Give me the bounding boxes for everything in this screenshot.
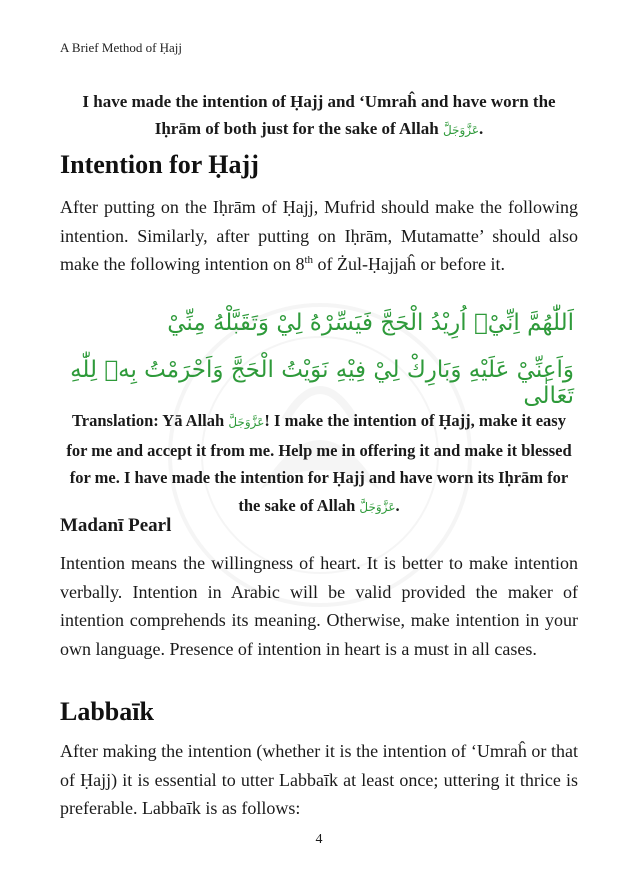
intention-statement — [60, 88, 578, 144]
translation-start: Translation: Yā Allah — [72, 411, 225, 430]
running-header: A Brief Method of Ḥajj — [60, 40, 183, 55]
heading-intention-for-hajj: Intention for Ḥajj — [60, 150, 259, 179]
arabic-dua-line-1: اَللّٰهُمَّ اِنِّيْۤ اُرِيْدُ الْحَجَّ فَيَسِّرْهُ لِيْ وَتَقَبَّلْهُ مِنِّيْ — [167, 310, 574, 336]
paragraph-labbaik: After making the intention (whether it is the intention of ‘Umraĥ or that of Ḥajj) it is essential to utter Labbaīk at least once; uttering it thrice is preferable. Labbaīk is as follows: — [60, 741, 578, 818]
honorific-arabic-2: عَزَّوَجَلَّ — [228, 415, 265, 429]
paragraph-text-start: After putting on the Iḥrām of Ḥajj, Mufrid should make the following intention. Similarly, after putting on Iḥrām, Mutamatte’ should also make the following intention on 8 — [60, 197, 578, 274]
ordinal-suffix: th — [304, 254, 314, 266]
intention-text: I have made the intention of Ḥajj and ‘Umraĥ and have worn the Iḥrām of both just for the sake of Allah — [82, 92, 556, 138]
heading-labbaik: Labbaīk — [60, 697, 154, 726]
paragraph-text-end: of Żul-Ḥajjaĥ or before it. — [313, 254, 505, 274]
intention-end: . — [479, 119, 484, 138]
arabic-dua-line-2: وَاَعِنِّيْ عَلَيْهِ وَبَارِكْ لِيْ فِيْهِ نَوَيْتُ الْحَجَّ وَاَحْرَمْتُ بِهٖ لِلّٰهِ تَعَالٰى — [70, 357, 574, 409]
page-number: 4 — [315, 832, 323, 847]
dua-translation — [60, 407, 578, 521]
paragraph-hajj-intention — [60, 193, 578, 279]
honorific-arabic-3: عَزَّوَجَلَّ — [359, 499, 396, 514]
translation-end: . — [395, 495, 400, 515]
translation-body: ! I make the intention of Ḥajj, make it easy for me and accept it from me. Help me in offering it and make it blessed for me. I have made the intention for Ḥajj and have worn its Iḥrām for the sake of Allah — [66, 411, 572, 515]
heading-madani-pearl: Madanī Pearl — [60, 515, 172, 536]
paragraph-madani-pearl: Intention means the willingness of heart. It is better to make intention verbally. Intention in Arabic will be valid provided the maker of intention comprehends its meaning. Otherwise, make intention in your own language. Presence of intention in heart is a must in all cases. — [60, 553, 578, 659]
honorific-arabic: عَزَّوَجَلَّ — [442, 123, 480, 137]
